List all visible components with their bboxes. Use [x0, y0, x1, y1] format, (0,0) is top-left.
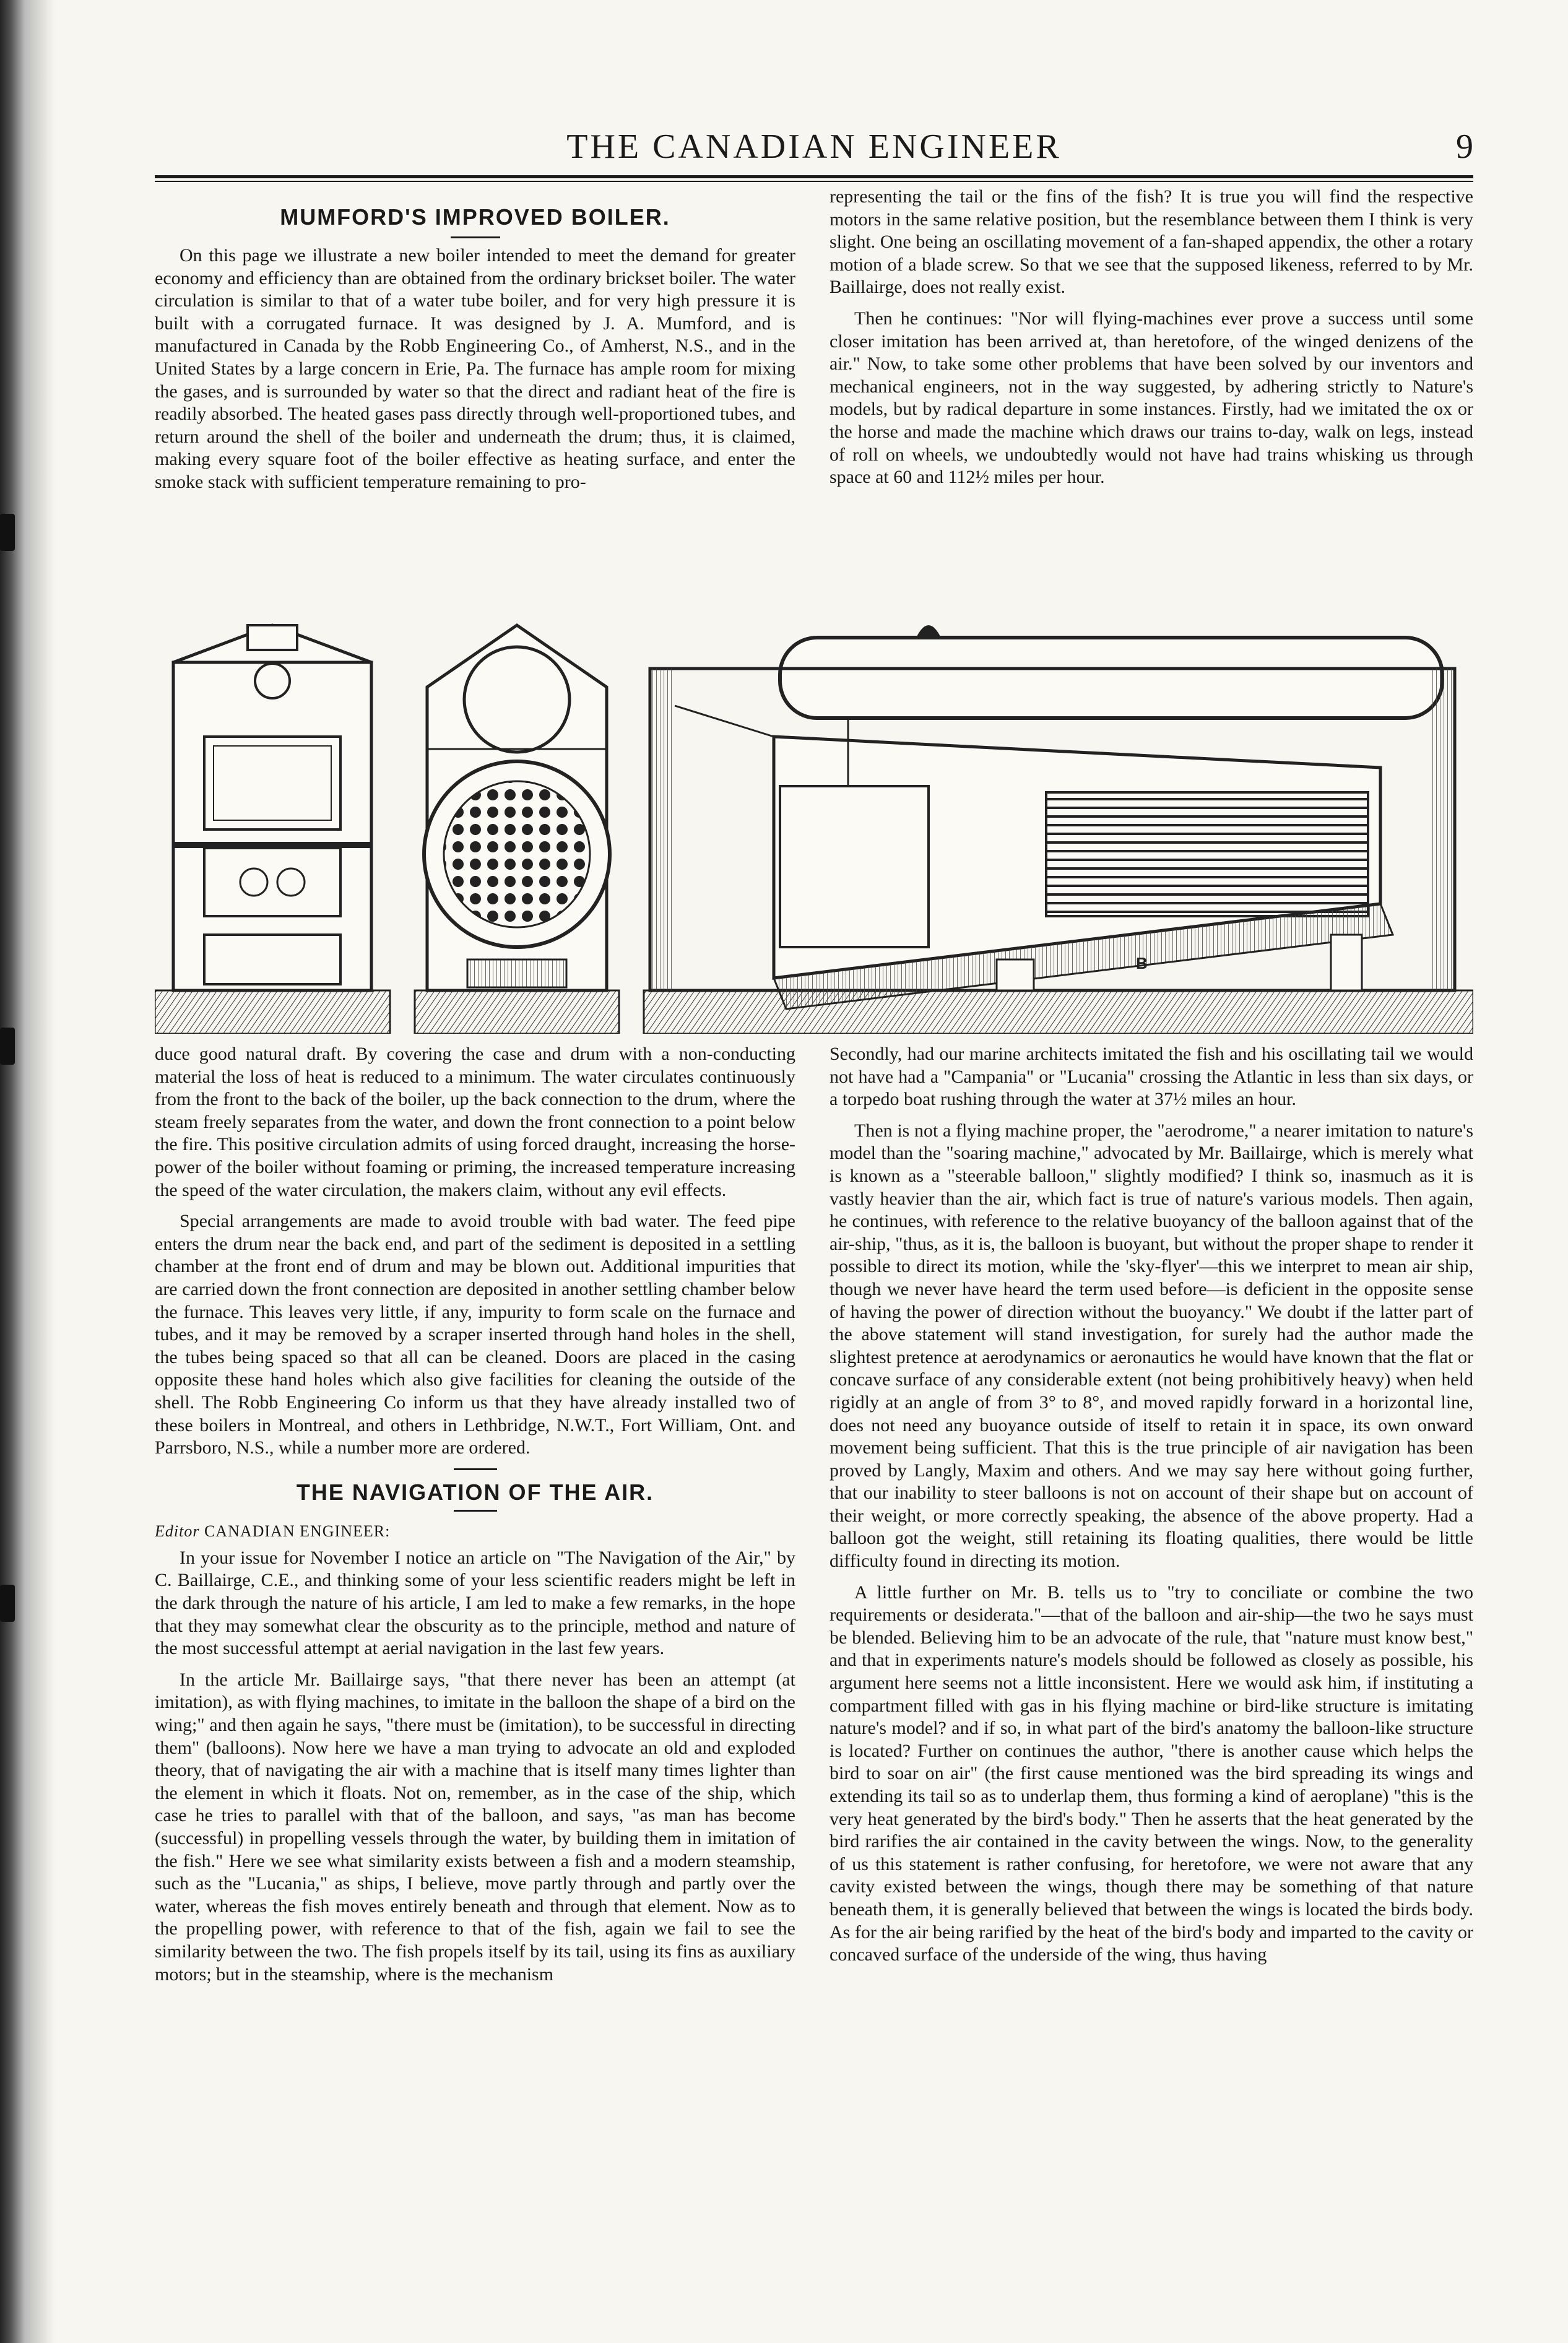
- title-dash: [454, 1510, 497, 1512]
- editor-name: CANADIAN ENGINEER:: [204, 1522, 391, 1541]
- front-elevation: [155, 625, 390, 1034]
- binding-mark: [0, 514, 15, 551]
- boiler-illustrations: [155, 613, 1473, 1034]
- sectional-end-view: [415, 625, 619, 1034]
- article-title-navigation: THE NAVIGATION OF THE AIR.: [296, 1479, 654, 1505]
- navigation-paragraph: Then he continues: "Nor will flying-machines ever prove a success until some closer imitation has been arrived at, than heretofore, of the winged denizens of the air." Now, to take some other problems that have been solved by our inventors and mechanical engineers, not in the way suggested, by adhering strictly to Nature's models, but by radical departure in some instances. Firstly, had we imitated the ox or the horse and made the machine which draws our trains to-day, walk on legs, instead of roll on wheels, we undoubtedly would not have had trains whisking us through space at 60 and 112½ miles per hour.: [829, 308, 1473, 488]
- navigation-paragraph: In your issue for November I notice an article on "The Navigation of the Air," by C. Baillairge, C.E., and thinking some of your less scientific readers might be left in the dark through the nature of his article, I am led to make a few remarks, in the hope that they may somewhat clear the obscurity as to the principle, method and nature of the most successful attempt at aerial navigation in the last few years.: [155, 1547, 795, 1659]
- editor-label: Editor: [155, 1522, 200, 1541]
- navigation-paragraph: A little further on Mr. B. tells us to "try to conciliate or combine the two requirements or desiderata."—that of the balloon and air-ship—the two he says must be blended. Believing him to be an advocate of the rule, that "nature must know best," and that in experiments nature's models should be followed as closely as possible, his argument here seems not a little inconsistent. Here we would ask him, if instituting a compartment filled with gas in his flying machine or bird-like structure is imitating nature's model? and if so, in what part of the bird's anatomy the balloon-like structure is located? Further on continues the author, "there is another cause which helps the bird to soar on air" (the first cause mentioned was the bird spreading its wings and extending its tail so as to underlap them, thus forming a kind of aeroplane) "this is the very heat generated by the bird's body." Then he asserts that the heat generated by the bird rarifies the air contained in the cavity between the wings. Now, to the generality of us this statement is rather confusing, for heretofore, we were not aware that any cavity existed between the wings, though there may be something of that nature beneath them, it is generally believed that between the wings is located the birds body. As for the air being rarified by the heat of the bird's body and imparted to the cavity or concaved surface of the underside of the wing, thus having: [829, 1582, 1473, 1965]
- navigation-continued-column: [829, 186, 1473, 607]
- navigation-paragraph: Secondly, had our marine architects imitated the fish and his oscillating tail we would not have had a "Campania" or "Lucania" crossing the Atlantic in less than six days, or a torpedo boat rushing through the water at 37½ miles an hour.: [829, 1044, 1473, 1110]
- binding-mark: [0, 1585, 15, 1622]
- right-column-lower: [829, 1043, 1473, 2312]
- header-rule-thin: [155, 181, 1473, 182]
- navigation-paragraph: Then is not a flying machine proper, the "aerodrome," a nearer imitation to nature's model than the "soaring machine," advocated by Mr. Baillairge, which is merely what is known as a "steerable balloon," slightly modified? I think so, inasmuch as it is vastly heavier than the air, which fact is true of nature's various models. Then again, he continues, with reference to the relative buoyancy of the balloon against that of the air-ship, "thus, as it is, the balloon is buoyant, but without the proper shape to render it possible to direct its motion, while the 'sky-flyer'—this we interpret to mean air ship, though we never have heard the term used before—is deficient in the opposite sense of having the power of direction without the buoyancy." We doubt if the latter part of the above statement will stand investigation, for surely had the author made the slightest pretence at aerodynamics or aeronautics he would have known that the flat or concave surface of any considerable extent (not being prohibitively heavy) when held rigidly at an angle of from 3° to 8°, and moved rapidly forward in a horizontal line, does not need any buoyance outside of itself to retain it in space, its own onward movement being sufficient. That this is the true principle of air navigation has been proved by Langly, Maxim and others. And we may say here without going further, that our inability to steer balloons is not on account of their shape but on account of their weight, or more correctly speaking, the absence of the above property. Had a balloon got the weight, still retaining its floating qualities, there would be little difficulty found in directing its motion.: [829, 1120, 1473, 1572]
- editor-salutation: [155, 1520, 795, 1543]
- boiler-paragraph: duce good natural draft. By covering the case and drum with a non-conducting material the loss of heat is reduced to a minimum. The water circulates continuously from the front to the back of the boiler, up the back connection to the drum, where the steam freely separates from the water, and down the front connection to a point below the fire. This positive circulation admits of using forced draught, increasing the horse-power of the boiler without foaming or priming, the increased temperature increasing the speed of the water circulation, the makers claim, without any evil effects.: [155, 1044, 795, 1200]
- page-number: 9: [1456, 128, 1473, 166]
- boiler-intro-column: [155, 245, 795, 616]
- boiler-engraving: [155, 613, 1473, 1034]
- article-separator: [155, 1468, 795, 1470]
- page-header: [155, 127, 1473, 176]
- article-title-boiler: MUMFORD'S IMPROVED BOILER.: [280, 204, 670, 230]
- longitudinal-section: [644, 625, 1473, 1034]
- navigation-paragraph: representing the tail or the fins of the fish? It is true you will find the respective motors in the same relative position, but the resemblance between them I think is very slight. One being an oscillating movement of a fan-shaped appendix, the other a rotary motion of a blade screw. So that we see that the supposed likeness, referred to by Mr. Baillairge, does not really exist.: [829, 186, 1473, 298]
- boiler-paragraph: Special arrangements are made to avoid trouble with bad water. The feed pipe enters the drum near the back end, and part of the sediment is deposited in a settling chamber at the front end of drum and may be blown out. Additional impurities that are carried down the front connection are deposited in another settling chamber below the furnace. This leaves very little, if any, impurity to form scale on the furnace and tubes, and it may be removed by a scraper inserted through hand holes in the shell, the tubes being spaced so that all can be cleaned. Doors are placed in the casing opposite these hand holes which also give facilities for cleaning the outside of the shell. The Robb Engineering Co inform us that they have already installed two of these boilers in Montreal, and others in Lethbridge, N.W.T., Fort William, Ont. and Parrsboro, N.S., while a number more are ordered.: [155, 1211, 795, 1458]
- publication-title: THE CANADIAN ENGINEER: [566, 128, 1062, 166]
- figure-label-b: B: [1136, 954, 1148, 972]
- navigation-paragraph: In the article Mr. Baillairge says, "that there never has been an attempt (at imitation), as with flying machines, to imitate in the balloon the shape of a bird on the wing;" and then again he says, "there must be (imitation), to be successful in directing them" (balloons). Now here we have a man trying to advocate an old and exploded theory, that of navigating the air with a machine that is itself many times lighter than the element in which it floats. Not on, remember, as in the case of the ship, which case he tries to parallel with that of the balloon, and says, "as man has become (successful) in propelling vessels through the water, by building them in imitation of the fish." Here we see what similarity exists between a fish and a modern steamship, such as the "Lucania," as ships, I believe, move partly through and partly over the water, whereas the fish moves entirely beneath and through that element. Now as to the propelling power, with reference to that of the fish, again we fail to see the similarity between the two. The fish propels itself by its tail, using its fins as auxiliary motors; but in the steamship, where is the mechanism: [155, 1669, 795, 1985]
- binding-edge: [0, 0, 56, 2343]
- title-dash: [451, 236, 500, 238]
- boiler-paragraph: On this page we illustrate a new boiler intended to meet the demand for greater economy and efficiency than are obtained from the ordinary brickset boiler. The water circulation is similar to that of a water tube boiler, and for very high pressure it is built with a corrugated furnace. It was designed by J. A. Mumford, and is manufactured in Canada by the Robb Engineering Co., of Amherst, N.S., and in the United States by a large concern in Erie, Pa. The furnace has ample room for mixing the gases, and is surrounded by water so that the direct and radiant heat of the fire is readily absorbed. The heated gases pass directly through well-proportioned tubes, and return around the shell of the boiler and underneath the drum; thus, it is claimed, making every square foot of the boiler effective as heating surface, and enter the smoke stack with sufficient temperature remaining to pro-: [155, 245, 795, 492]
- header-rule: [155, 175, 1473, 178]
- left-column-lower: [155, 1043, 795, 2312]
- binding-mark: [0, 1028, 15, 1065]
